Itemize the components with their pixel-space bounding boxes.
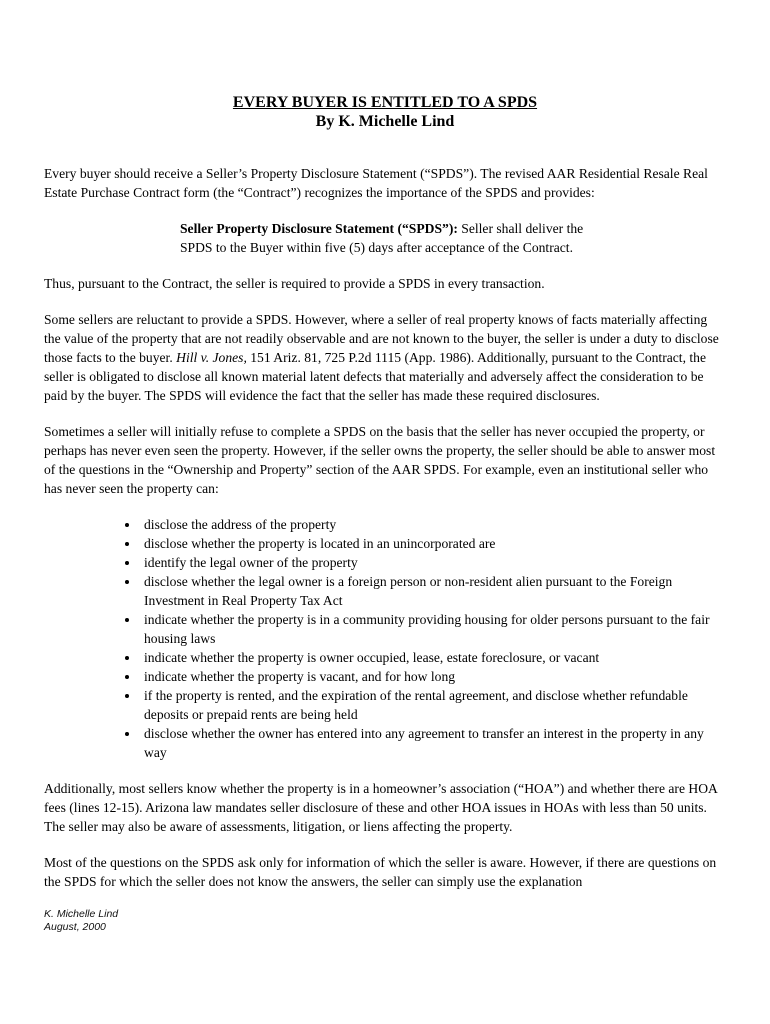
paragraph-refusal: Sometimes a seller will initially refuse to complete a SPDS on the basis that the seller has never occupied the property, or perhaps has never even seen the property. However, if the seller owns the property, the seller should be able to answer most of the questions in the “Ownership and Property” section of the AAR SPDS. For example, even an institutional seller who has never seen the property can:	[44, 424, 716, 496]
list-item: • disclose the address of the property	[140, 515, 726, 534]
disclosure-bullet-list	[44, 515, 726, 762]
list-item: • if the property is rented, and the expiration of the rental agreement, and disclose whether refundable deposits or prepaid rents are being held	[140, 686, 726, 724]
list-item: • disclose whether the legal owner is a foreign person or non-resident alien pursuant to the Foreign Investment in Real Property Tax Act	[140, 572, 726, 610]
page-title	[44, 93, 726, 112]
quote-body: Seller shall deliver the SPDS to the Buyer within five (5) days after acceptance of the Contract.	[180, 221, 584, 255]
case-citation-italic: Hill v. Jones,	[176, 350, 247, 365]
paragraph-reluctant-text-a: Some sellers are reluctant to provide a SPDS. However, where a seller of real property knows of facts materially affecting the value of the property that are not readily observable and are not known to the buyer, the seller is under a duty to disclose those facts to the buyer.	[44, 312, 719, 365]
list-item: • disclose whether the property is located in an unincorporated are	[140, 534, 726, 553]
paragraph-questions: Most of the questions on the SPDS ask only for information of which the seller is aware. However, if there are questions on the SPDS for which the seller does not know the answers, the seller can simply use the explanation	[44, 855, 717, 889]
footer-date: August, 2000	[44, 921, 106, 933]
paragraph-thus: Thus, pursuant to the Contract, the seller is required to provide a SPDS in every transaction.	[44, 276, 545, 291]
footer-author: K. Michelle Lind	[44, 908, 119, 920]
title-block	[44, 93, 726, 131]
document-byline: By K. Michelle Lind	[315, 113, 455, 130]
list-item: • indicate whether the property is in a community providing housing for older persons pursuant to the fair housing laws	[140, 610, 726, 648]
paragraph-reluctant-sellers	[44, 310, 726, 405]
list-item: • indicate whether the property is owner occupied, lease, estate foreclosure, or vacant	[140, 648, 726, 667]
list-item: • indicate whether the property is vacant, and for how long	[140, 667, 726, 686]
paragraph-hoa: Additionally, most sellers know whether the property is in a homeowner’s association (“HOA”) and whether there are HOA fees (lines 12-15). Arizona law mandates seller disclosure of these and other HOA issues in HOAs with less than 50 units. The seller may also be aware of assessments, litigation, or liens affecting the property.	[44, 781, 718, 834]
list-item: • identify the legal owner of the property	[140, 553, 726, 572]
list-item: • disclose whether the owner has entered into any agreement to transfer an interest in the property in any way	[140, 724, 726, 762]
document-footer	[44, 908, 726, 934]
paragraph-reluctant-text-b: 151 Ariz. 81, 725 P.2d 1115 (App. 1986). Additionally, pursuant to the Contract, the seller is obligated to disclose all known material latent defects that materially and adversely affect the consideration to be paid by the buyer. The SPDS will evidence the fact that the seller has made these required disclosures.	[44, 350, 706, 403]
quote-lead-bold: Seller Property Disclosure Statement (“SPDS”):	[180, 221, 458, 236]
document-title: EVERY BUYER IS ENTITLED TO A SPDS	[232, 94, 538, 111]
contract-quote-block	[180, 219, 604, 257]
paragraph-intro: Every buyer should receive a Seller’s Property Disclosure Statement (“SPDS”). The revised AAR Residential Resale Real Estate Purchase Contract form (the “Contract”) recognizes the importance of the SPDS and provides:	[44, 166, 708, 200]
